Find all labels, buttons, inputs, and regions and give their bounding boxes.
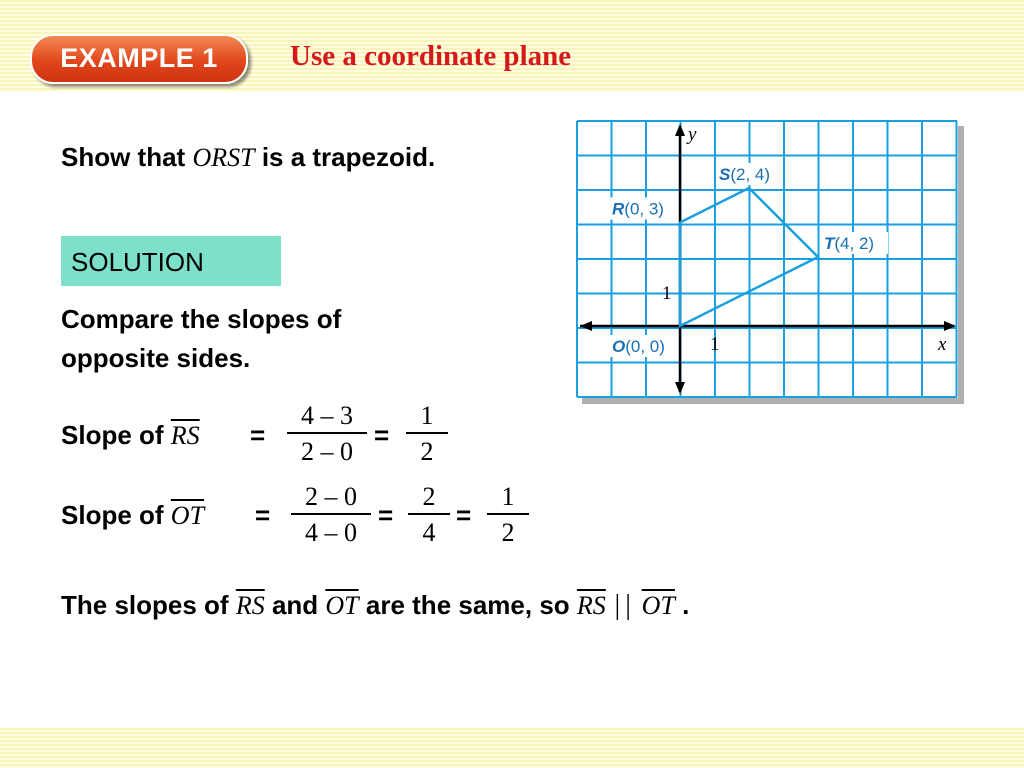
- numerator: 2 – 0: [305, 482, 357, 511]
- denominator: 4 – 0: [305, 518, 357, 547]
- numerator: 1: [501, 482, 515, 511]
- segment-ot: $\overline{OT}$: [325, 591, 359, 620]
- fraction-bar: [287, 432, 367, 434]
- equals-sign: =: [378, 500, 394, 530]
- point-coords: (2, 4): [730, 165, 771, 184]
- conclusion-part-3: are the same, so: [365, 590, 570, 620]
- coordinate-graph: [576, 120, 968, 406]
- footer-band: [0, 728, 1024, 768]
- conclusion: [61, 590, 689, 622]
- denominator: 4: [422, 518, 436, 547]
- slope-ot-text: Slope of: [61, 500, 164, 530]
- numerator: 4 – 3: [301, 401, 353, 430]
- intro-prefix: Show that: [61, 142, 186, 172]
- intro-suffix: is a trapezoid.: [261, 142, 436, 172]
- segment-rs: $\overline{RS}$: [235, 591, 265, 620]
- fraction-bar: [291, 513, 371, 515]
- segment-rs: $\overline{RS}$: [576, 591, 606, 620]
- page-title: Use a coordinate plane: [290, 40, 572, 72]
- slope-rs-text: Slope of: [61, 420, 164, 450]
- intro-text: [61, 142, 435, 173]
- instruction-line-2: opposite sides.: [61, 343, 251, 373]
- point-name: S: [719, 165, 731, 184]
- numerator: 1: [420, 401, 434, 430]
- equals-sign: =: [255, 500, 271, 530]
- segment-rs: $\overline{RS}$: [170, 421, 200, 450]
- figure-name: ORST: [192, 143, 255, 172]
- solution-label: SOLUTION: [61, 236, 281, 286]
- y-tick-label: 1: [662, 283, 672, 304]
- denominator: 2: [420, 437, 434, 466]
- example-badge: EXAMPLE 1: [30, 34, 248, 84]
- point-coords: (0, 0): [625, 337, 665, 356]
- point-name: O: [612, 337, 626, 356]
- denominator: 2 – 0: [301, 437, 353, 466]
- fraction-bar: [406, 432, 448, 434]
- instruction-line-1: Compare the slopes of: [61, 304, 342, 334]
- conclusion-end: .: [682, 590, 690, 620]
- fraction-bar: [487, 513, 529, 515]
- x-tick-label: 1: [710, 334, 720, 355]
- slope-ot-label: [61, 500, 204, 531]
- equals-sign: =: [250, 420, 266, 450]
- slope-rs-label: [61, 420, 200, 451]
- x-axis-label: x: [938, 334, 947, 355]
- point-label-o: [612, 337, 665, 356]
- segment-ot: $\overline{OT}$: [641, 591, 675, 620]
- point-label-s: [719, 165, 770, 184]
- point-label-t: [824, 234, 874, 253]
- conclusion-part-2: and: [271, 590, 319, 620]
- y-axis-label: y: [688, 124, 697, 145]
- equals-sign: =: [456, 500, 472, 530]
- point-coords: (4, 2): [834, 234, 875, 253]
- equals-sign: =: [374, 420, 390, 450]
- numerator: 2: [422, 482, 436, 511]
- point-label-r: [612, 200, 664, 219]
- point-coords: (0, 3): [624, 199, 664, 219]
- conclusion-part-1: The slopes of: [61, 590, 229, 620]
- point-name: R: [612, 199, 625, 219]
- parallel-symbol: ||: [613, 590, 635, 621]
- denominator: 2: [501, 518, 515, 547]
- point-name: T: [824, 234, 835, 253]
- fraction-bar: [408, 513, 450, 515]
- segment-ot: $\overline{OT}$: [170, 501, 205, 530]
